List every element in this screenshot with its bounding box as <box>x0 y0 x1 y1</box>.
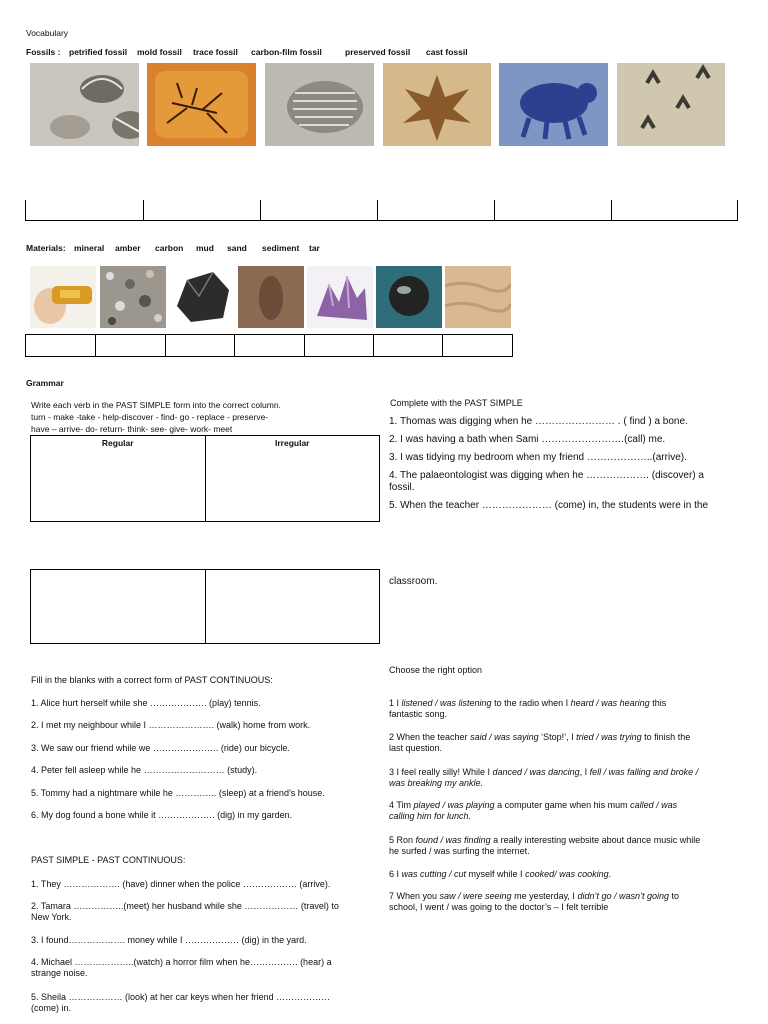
material-answer-box[interactable] <box>166 335 235 357</box>
irregular-column[interactable] <box>205 436 380 521</box>
option-choice[interactable]: was breaking my ankle. <box>389 778 484 788</box>
material-answer-box[interactable] <box>235 335 305 357</box>
fossil-answer-box[interactable] <box>495 200 612 221</box>
option-text: 7 When you <box>389 891 440 901</box>
ps-pc-item: 1. They ………………. (have) dinner when the police ……………… (arrive). <box>31 879 331 889</box>
regular-column[interactable] <box>31 570 205 643</box>
fossil-answer-box[interactable] <box>378 200 495 221</box>
pc-item: 6. My dog found a bone while it ………………. (dig) in my garden. <box>31 810 293 820</box>
amber-insect-image <box>147 63 256 146</box>
choose-item <box>389 732 739 754</box>
pc-item: 3. We saw our friend while we …………………. (ride) our bicycle. <box>31 743 290 753</box>
option-text: 6 I <box>389 869 402 879</box>
option-text: to finish the <box>641 732 691 742</box>
mud-print-image <box>238 266 304 328</box>
ps-pc-item: 5. Sheila ……………… (look) at her car keys when her friend ……………… <box>31 992 331 1002</box>
shell-fossil-image <box>30 63 139 146</box>
option-text: he surfed / was surfing the internet. <box>389 846 530 856</box>
option-text: 3 I feel really silly! While I <box>389 767 493 777</box>
fossil-word: trace fossil <box>193 47 238 57</box>
option-text: ‘Stop!’, I <box>538 732 577 742</box>
option-text: 2 When the teacher <box>389 732 471 742</box>
carbon-rock-image <box>169 266 235 328</box>
verb-list-line: have – arrive- do- return- think- see- give- work- meet <box>31 424 233 434</box>
option-choice[interactable]: was cutting / cut <box>401 869 467 879</box>
ps-pc-item-cont: strange noise. <box>31 968 88 978</box>
fossil-word: petrified fossil <box>69 47 128 57</box>
option-choice[interactable]: listened / was listening <box>401 698 492 708</box>
complete-item: 1. Thomas was digging when he …………………… . ( find ) a bone. <box>389 416 688 427</box>
option-text: school, I went / was going to the doctor’s – I felt terrible <box>389 902 609 912</box>
irregular-column[interactable] <box>205 570 380 643</box>
ps-pc-title: PAST SIMPLE - PAST CONTINUOUS: <box>31 855 186 865</box>
complete-item: 4. The palaeontologist was digging when he ………………. (discover) a <box>389 470 704 481</box>
fossils-label: Fossils : <box>26 47 61 57</box>
option-text: fantastic song. <box>389 709 448 719</box>
ps-pc-item: 2. Tamara ……………..(meet) her husband while she ……………… (travel) to <box>31 901 339 911</box>
verb-sort-table <box>30 435 380 522</box>
choose-item <box>389 869 739 880</box>
material-answer-box[interactable] <box>443 335 513 357</box>
complete-item: 3. I was tidying my bedroom when my friend ………………..(arrive). <box>389 452 687 463</box>
complete-item: fossil. <box>389 482 415 493</box>
option-text: . <box>608 869 612 879</box>
option-choice[interactable]: played / was playing <box>413 800 495 810</box>
ps-pc-item-cont: New York. <box>31 912 72 922</box>
choose-title: Choose the right option <box>389 665 483 675</box>
option-choice[interactable]: cooked/ was cooking <box>525 869 609 879</box>
fossil-answer-row <box>25 200 738 221</box>
complete-item: 2. I was having a bath when Sami …………………….(call) me. <box>389 434 666 445</box>
verb-sort-table-continued <box>30 569 380 644</box>
leaf-fossil-image <box>383 63 491 146</box>
regular-column[interactable] <box>31 436 205 521</box>
material-answer-box[interactable] <box>374 335 443 357</box>
option-choice[interactable]: didn’t go / wasn’t going <box>577 891 669 901</box>
pc-item: 2. I met my neighbour while I …………………. (walk) home from work. <box>31 720 311 730</box>
option-text: myself while I <box>466 869 526 879</box>
option-text: to the radio when I <box>491 698 571 708</box>
complete-continuation: classroom. <box>389 576 438 587</box>
material-word: mud <box>196 243 214 253</box>
ps-pc-item-cont: (come) in. <box>31 1003 72 1013</box>
option-text: a computer game when his mum <box>494 800 631 810</box>
material-word: sediment <box>262 243 300 253</box>
option-choice[interactable]: called / was <box>630 800 678 810</box>
fossil-word: cast fossil <box>426 47 468 57</box>
tar-pit-image <box>376 266 442 328</box>
choose-item <box>389 698 739 720</box>
footprint-fossil-image <box>617 63 725 146</box>
option-text: 4 Tim <box>389 800 414 810</box>
option-choice[interactable]: saw / were seeing <box>439 891 512 901</box>
material-answer-row <box>25 334 513 357</box>
material-word: tar <box>309 243 320 253</box>
option-choice[interactable]: heard / was hearing <box>570 698 650 708</box>
ps-pc-item: 3. I found………………. money while I ……………… (dig) in the yard. <box>31 935 307 945</box>
grammar-title: Grammar <box>26 378 64 388</box>
sort-instruction: Write each verb in the PAST SIMPLE form into the correct column. <box>31 400 281 410</box>
option-text: 5 Ron <box>389 835 416 845</box>
choose-item <box>389 767 739 789</box>
material-word: carbon <box>155 243 184 253</box>
fossil-word: preserved fossil <box>345 47 411 57</box>
material-word: mineral <box>74 243 105 253</box>
ps-pc-item: 4. Michael ………………..(watch) a horror film when he……………. (hear) a <box>31 957 332 967</box>
option-choice[interactable]: tried / was trying <box>576 732 642 742</box>
verb-list-line: turn - make -take - help-discover - find- go - replace - preserve- <box>31 412 269 422</box>
regular-header: Regular <box>101 438 134 448</box>
option-text: me yesterday, I <box>511 891 578 901</box>
fossil-word: mold fossil <box>137 47 182 57</box>
option-choice[interactable]: fell / was falling <box>589 767 651 777</box>
pc-item: 5. Tommy had a nightmare while he ………….. (sleep) at a friend’s house. <box>31 788 325 798</box>
preserved-animal-image <box>499 63 608 146</box>
option-choice[interactable]: and broke / <box>650 767 699 777</box>
material-answer-box[interactable] <box>26 335 96 357</box>
amber-piece-image <box>30 266 96 328</box>
choose-item <box>389 800 739 822</box>
option-choice[interactable]: said / was saying <box>470 732 539 742</box>
sand-grains-image <box>100 266 166 328</box>
irregular-header: Irregular <box>275 438 310 448</box>
option-choice[interactable]: calling him for lunch. <box>389 811 472 821</box>
fossil-answer-box[interactable] <box>261 200 378 221</box>
material-word: sand <box>227 243 247 253</box>
material-answer-box[interactable] <box>305 335 374 357</box>
fossil-word: carbon-film fossil <box>251 47 322 57</box>
pc-item: 4. Peter fell asleep while he ……………………… (study). <box>31 765 258 775</box>
option-choice[interactable]: found / was finding <box>415 835 491 845</box>
vocabulary-title: Vocabulary <box>26 28 69 38</box>
fossil-answer-box[interactable] <box>612 200 738 221</box>
option-text: this <box>649 698 667 708</box>
option-text: last question. <box>389 743 443 753</box>
option-text: to <box>669 891 680 901</box>
material-answer-box[interactable] <box>96 335 166 357</box>
trilobite-image <box>265 63 374 146</box>
past-continuous-title: Fill in the blanks with a correct form of PAST CONTINUOUS: <box>31 675 273 685</box>
sediment-image <box>445 266 511 328</box>
materials-label: Materials: <box>26 243 66 253</box>
mineral-crystal-image <box>307 266 373 328</box>
option-text: , I <box>579 767 590 777</box>
fossil-answer-box[interactable] <box>144 200 261 221</box>
option-text: a really interesting website about dance music while <box>490 835 701 845</box>
option-choice[interactable]: danced / was dancing <box>492 767 580 777</box>
complete-item: 5. When the teacher ………………… (come) in, the students were in the <box>389 500 709 511</box>
choose-item <box>389 891 739 913</box>
pc-item: 1. Alice hurt herself while she ………………. (play) tennis. <box>31 698 261 708</box>
option-text: 1 I <box>389 698 402 708</box>
fossil-answer-box[interactable] <box>26 200 144 221</box>
material-word: amber <box>115 243 141 253</box>
complete-title: Complete with the PAST SIMPLE <box>390 398 523 408</box>
choose-item <box>389 835 739 857</box>
